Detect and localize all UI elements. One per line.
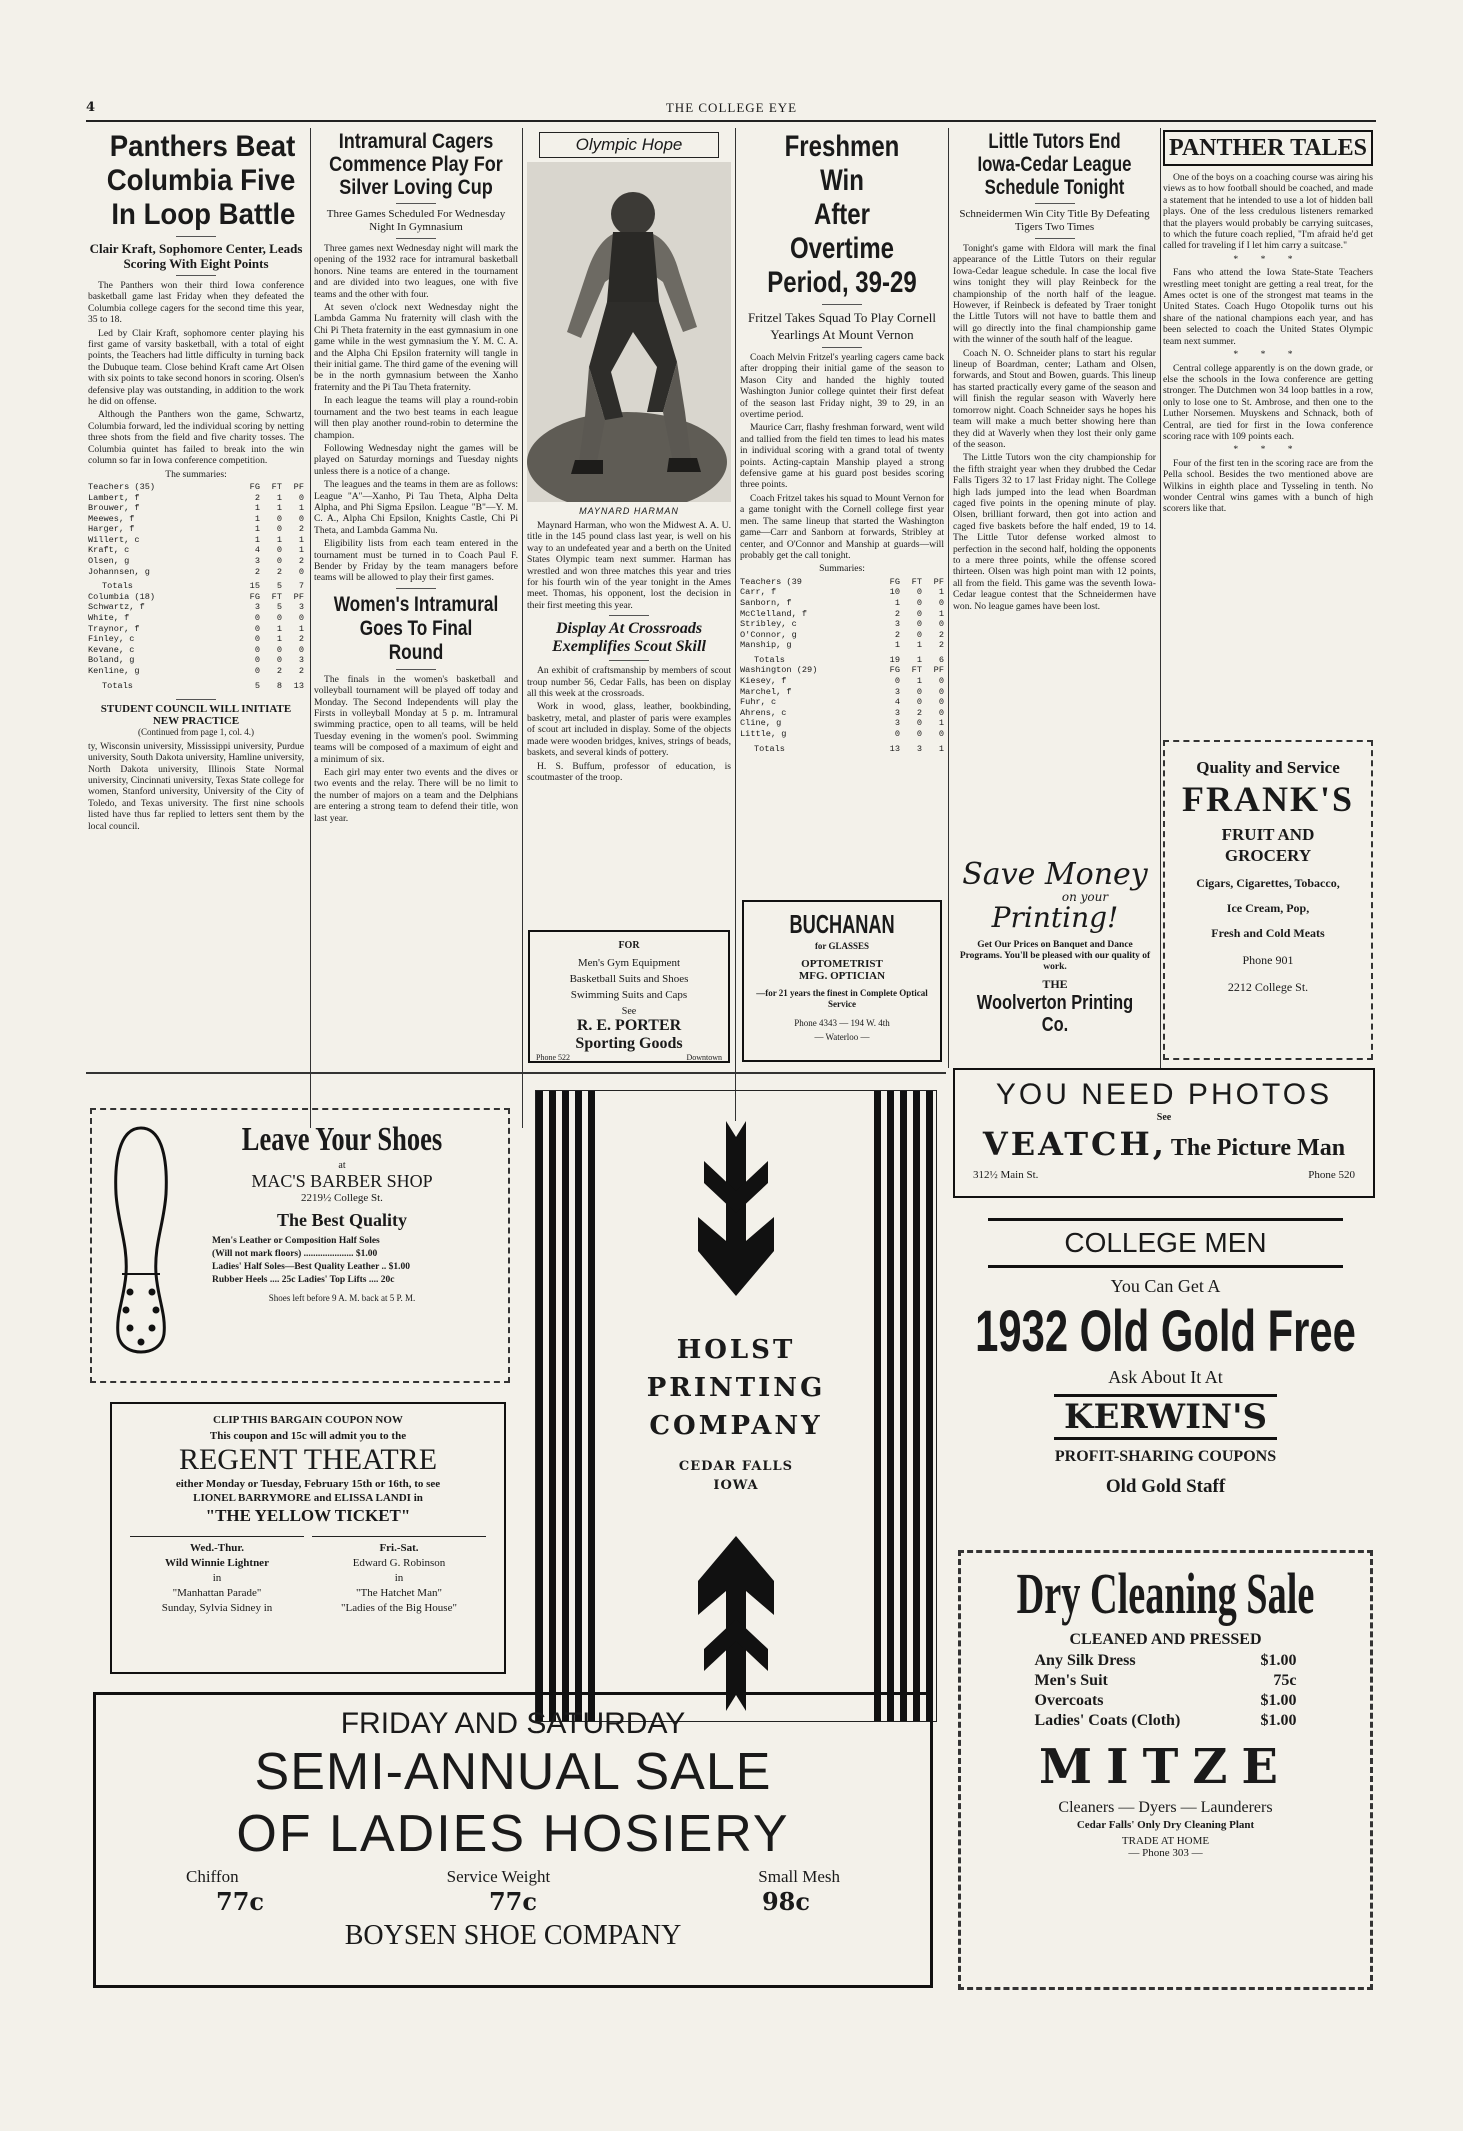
ad-phone: Phone 4343 — 194 W. 4th: [794, 1018, 890, 1028]
ad-mitze-dry-cleaning: [958, 1550, 1373, 1990]
ad-text: CLIP THIS BARGAIN COUPON NOW: [213, 1414, 403, 1426]
ad-address: IOWA: [713, 1478, 759, 1493]
article-paragraph: Following Wednesday night the games will be played on Saturday mornings and Tuesday nights unless there is a notice of a change.: [314, 442, 518, 477]
box-score-total: Totals 15 5 7: [102, 581, 304, 592]
ad-text: Sunday, Sylvia Sidney in: [161, 1602, 273, 1614]
continued-note: (Continued from page 1, col. 4.): [138, 727, 254, 738]
ad-address: 2219½ College St.: [301, 1192, 383, 1204]
ad-business-name: R. E. PORTER: [576, 1017, 682, 1034]
article-paragraph: Three games next Wednesday night will mark the opening of the 1932 race for intramural basketball honors. Nine teams are entered in the tournament and are divided into two leagues, one with five teams and the other with four.: [314, 243, 518, 300]
headline-deck: Clair Kraft, Sophomore Center, Leads Scoring With Eight Points: [89, 241, 303, 271]
article-paragraph: Tonight's game with Eldora will mark the final appearance of the Little Tutors on their regular Iowa-Cedar league schedule. In case the local five wins tonight they will play Reinbeck for the championship of the north half of the league. However, if Reinbeck is defeated by Traer tonight the Little Tutors will not have to battle them and will go directly into the final championship game with the winner of the south half of the league.: [953, 243, 1156, 346]
ad-text: Wed.-Thur.: [189, 1542, 244, 1554]
box-score-row: Finley, c 0 1 2: [88, 634, 304, 645]
price-row: Overcoats $1.00: [1034, 1692, 1297, 1709]
ad-price-line: Ladies' Half Soles—Best Quality Leather .. $1.00: [212, 1262, 411, 1272]
column-title: PANTHER TALES: [1163, 130, 1373, 166]
ad-veatch-photos: [953, 1068, 1375, 1198]
ad-text: Basketball Suits and Shoes: [569, 973, 689, 985]
ad-business-name: HOLST: [676, 1335, 796, 1365]
ad-porter-sporting-goods: [528, 930, 730, 1063]
box-score-row: Little, g 0 0 0: [740, 729, 944, 740]
box-score-row: Kenline, g 0 2 2: [88, 666, 304, 676]
ad-text: TRADE AT HOME: [1121, 1835, 1210, 1847]
ad-text: Chiffon: [186, 1867, 239, 1886]
article-paragraph: Coach Melvin Fritzel's yearling cagers came back after dropping their initial game of the season to Mason City and handed the highly touted Washington Junior college quintet their first defeat of the season last Friday night, 39 to 29, in an overtime period.: [740, 352, 944, 421]
ad-phone: Phone 901: [1242, 953, 1294, 967]
article-paragraph: In each league the teams will play a round-robin tournament and the two best teams in each league will then play another round-robin to determine the champion.: [314, 395, 518, 441]
box-score-teachers: [88, 482, 304, 691]
ad-text: at: [338, 1160, 346, 1171]
ad-text: PROFIT-SHARING COUPONS: [1054, 1448, 1277, 1465]
article-paragraph: Four of the first ten in the scoring race are from the Pella school. Besides the two mentioned above are Wilkins in eighth place and Tysseling in tenth. No wonder Central wins games with a bunch of high scorers like that.: [1163, 457, 1373, 515]
ad-text: CLEANED AND PRESSED: [1069, 1631, 1262, 1648]
ad-text: Old Gold Staff: [1105, 1476, 1226, 1497]
photo-title: Olympic Hope: [539, 132, 719, 158]
box-score-row: Sanborn, f 1 0 0: [740, 597, 944, 608]
headline-line: Little Tutors End: [988, 130, 1121, 153]
article-paragraph: Work in wood, glass, leather, bookbinding, basketry, metal, and plaster of paris were examples of scout art included in display. Some of the objects made were wooden bridges, knives, strings of beads, baskets, and several kinds of pottery.: [527, 701, 731, 759]
box-score-row: Kiesey, f 0 1 0: [740, 676, 944, 687]
decorative-stripes: [536, 1091, 598, 1721]
article-paragraph: Fans who attend the Iowa State-State Teachers wrestling meet tonight are getting a real treat, for the Ames octet is one of the strongest mat teams in the United States. Coach Hugo Otopolik turns out his share of the national champions each year, and has been selected to coach the United States Olympic team next summer.: [1163, 267, 1373, 347]
box-score-row: Olsen, g 3 0 2: [88, 556, 304, 567]
ad-franks-grocery: [1163, 740, 1373, 1060]
separator-stars: * * *: [1233, 444, 1303, 456]
article-intramural-cagers: [314, 130, 518, 826]
ad-woolverton-printing: [955, 857, 1155, 1060]
ad-text: — Waterloo —: [814, 1032, 870, 1042]
separator-stars: * * *: [1233, 253, 1303, 265]
headline-deck: Fritzel Takes Squad To Play Cornell Yearlings At Mount Vernon: [748, 310, 936, 342]
article-paragraph: The leagues and the teams in them are as follows: League "A"—Xanho, Pi Tau Theta, Alpha Delta Alpha, and Phi Sigma Epsilon. League "B"—Y. M. C. A., Alpha Chi Epsilon, Knights Castle, Chi Pi Theta, and Lambda Gamma Nu.: [314, 479, 518, 536]
box-score-row: Stribley, c 3 0 0: [740, 619, 944, 630]
ad-text: Men's Gym Equipment: [577, 957, 681, 969]
box-score-header: Teachers (39 FG FT PF: [740, 576, 944, 587]
box-score-header: Washington (29) FG FT PF: [740, 665, 944, 676]
ad-text: Edward G. Robinson: [352, 1557, 446, 1569]
article-panthers-beat-columbia: [88, 130, 304, 834]
ad-kerwins-old-gold: [958, 1210, 1373, 1540]
ad-phone: Phone 520: [1308, 1169, 1355, 1181]
column-divider: [522, 128, 523, 1128]
ad-text: FOR: [618, 940, 640, 951]
ad-business-name: VEATCH,: [982, 1125, 1167, 1163]
headline-line: In Loop Battle: [111, 198, 296, 231]
ad-business-name: PRINTING: [646, 1373, 826, 1403]
ad-text: Quality and Service: [1196, 758, 1340, 777]
ad-text: Small Mesh: [758, 1867, 840, 1886]
arrow-down-icon: [696, 1121, 776, 1311]
ad-business-name: MAC'S BARBER SHOP: [251, 1171, 433, 1191]
article-paragraph: Central college apparently is on the down grade, or else the schools in the Iowa conference are getting stronger. The Dutchmen won 34 loop battles in a row, only to lose one to St. Ambrose, and then one to the Luther Norsemen. Muyskens and Schnack, both of Central, are tied for first in the Iowa conference scoring race with 109 points each.: [1163, 362, 1373, 442]
ad-buchanan-glasses: [742, 900, 942, 1062]
box-score-header: Columbia (18) FG FT PF: [88, 591, 304, 602]
ad-text: —for 21 years the finest in Complete Optical Service: [756, 988, 928, 1009]
ad-text: Cedar Falls' Only Dry Cleaning Plant: [1076, 1819, 1255, 1831]
ad-text: Shoes left before 9 A. M. back at 5 P. M.: [268, 1293, 416, 1303]
ad-script-text: Printing!: [991, 901, 1119, 934]
article-paragraph: At seven o'clock next Wednesday night the Lambda Gamma Nu fraternity will clash with the Chi Pi Theta fraternity in the east gymnasium in one game while in the west gymnasium the Y. M. C. A. and the Alpha Chi Epsilon fraternity will tangle in their initial game. The third game of the evening will be in the north gymnasium between the Xanho fraternity and the Pi Tau Theta fraternity.: [314, 302, 518, 393]
article-freshmen-win: [740, 130, 944, 754]
ad-text: Fri.-Sat.: [379, 1542, 419, 1554]
ad-text: Ice Cream, Pop,: [1226, 901, 1310, 915]
ad-text: LIONEL BARRYMORE and ELISSA LANDI in: [193, 1492, 423, 1504]
article-paragraph: Maynard Harman, who won the Midwest A. A. U. title in the 145 pound class last year, is well on his way to an undefeated year and a berth on the United States Olympic team next summer. Harman has wrestled and won three matches this year and tries for his fourth win of the year tonight in the Ames meet. Thomas, his opponent, lost the decision in their first meeting this year.: [527, 520, 731, 611]
ad-text: for: [814, 941, 827, 951]
article-paragraph: Each girl may enter two events and the dives or two events and the relay. There will be no limit to the number of majors on a team and the Delphians are entering a strong team to defend their title, won last year.: [314, 767, 518, 824]
ad-business-name: BOYSEN SHOE COMPANY: [344, 1920, 682, 1951]
ad-business-name: KERWIN'S: [1054, 1394, 1277, 1440]
headline-line: Panthers Beat: [109, 130, 296, 163]
box-score-row: Cline, g 3 0 1: [740, 718, 944, 729]
box-score-row: White, f 0 0 0: [88, 613, 304, 624]
ad-text: The Picture Man: [1170, 1135, 1346, 1161]
headline-line: Period, 39-29: [767, 266, 917, 299]
headline-line: Commence Play For: [329, 153, 503, 176]
ad-headline: Leave Your Shoes: [241, 1121, 443, 1158]
box-score-total: Totals 5 8 13: [102, 680, 304, 691]
article-paragraph: Maurice Carr, flashy freshman forward, went wild and tallied from the field ten times to lead his mates in individual scoring with a grand total of twenty points. Acting-captain Manship played a strong defensive game at his guard post besides scoring three points.: [740, 422, 944, 491]
paper-name: THE COLLEGE EYE: [665, 100, 798, 115]
box-score-row: Fuhr, c 4 0 0: [740, 697, 944, 708]
ad-text: OPTOMETRIST: [801, 958, 883, 970]
article-paragraph: Eligibility lists from each team entered in the tournament must be turned in to Coach Paul F. Bender by Friday by the team managers before teams will be allowed to play their first games.: [314, 538, 518, 584]
article-paragraph: The Panthers won their third Iowa conference basketball game last Friday when they defeated the Columbia college cagers for the second time this year, 35 to 18.: [88, 280, 304, 326]
ad-text: You Can Get A: [1110, 1276, 1221, 1296]
ad-text: Service Weight: [446, 1867, 551, 1886]
price-row: Men's Suit 75c: [1034, 1672, 1297, 1689]
ad-text: Swimming Suits and Caps: [570, 989, 688, 1001]
headline-line: Intramural Cagers: [338, 130, 494, 153]
article-paragraph: Although the Panthers won the game, Schwartz, Columbia forward, led the individual scoring by netting three shots from the field and five charity tosses. The Columbia quintet has failed to break into the win column so far in Iowa conference competition.: [88, 409, 304, 467]
page-number: 4: [86, 100, 96, 115]
ad-business-name: REGENT THEATRE: [178, 1443, 438, 1476]
ad-text: Wild Winnie Lightner: [165, 1557, 269, 1569]
ad-text: Downtown: [686, 1053, 722, 1062]
ad-boysen-hosiery-sale: [93, 1692, 933, 1988]
ad-text: Sporting Goods: [575, 1035, 683, 1052]
ad-text: THE: [1042, 977, 1068, 991]
ad-phone: Phone 522: [536, 1053, 570, 1062]
ad-business-name: MITZE: [1039, 1739, 1292, 1795]
ad-price: 77c: [488, 1887, 537, 1916]
ad-business-name: FRANK'S: [1181, 779, 1354, 819]
wrestler-photo: [527, 162, 731, 502]
headline-line: Display At Crossroads: [555, 620, 703, 638]
ad-text: Fresh and Cold Meats: [1211, 926, 1325, 940]
council-headline: STUDENT COUNCIL WILL INITIATE NEW PRACTICE: [100, 703, 292, 727]
ad-headline: COLLEGE MEN: [1064, 1227, 1267, 1258]
ad-text: GLASSES: [828, 941, 870, 951]
ad-address: CEDAR FALLS: [678, 1459, 794, 1474]
box-score-row: Kevane, c 0 0 0: [88, 644, 304, 655]
article-paragraph: The Little Tutors won the city championship for the fifth straight year when they drubbed the Cedar Falls Tigers 32 to 17 last Friday night. The College high lads jumped into the lead when Boardman caged five points in the opening minute of play. Olsen, brilliant forward, then got into action and caged five baskets before the half ended, 19 to 14. The Little Tutor defense worked almost to perfection in the second half, holding the opponents to a mere three points, while the offense scored thirteen. Olsen was high point man with 12 points, all from the field. This game was the seventh Iowa-Cedar league contest that the Schneidermen have won. No league games have been lost.: [953, 452, 1156, 612]
ad-text: "Manhattan Parade": [172, 1587, 262, 1599]
arrow-up-icon: [696, 1521, 776, 1711]
column-divider: [948, 128, 949, 1068]
headline-line: Goes To Final Round: [359, 616, 473, 664]
shoe-sole-icon: [110, 1124, 172, 1354]
headline-line: Schedule Tonight: [984, 176, 1125, 199]
ad-macs-barber-shop: [90, 1108, 510, 1383]
box-score-row: O'Connor, g 2 0 2: [740, 629, 944, 640]
box-score-row: Kraft, c 4 0 1: [88, 545, 304, 556]
box-score-row: Boland, g 0 0 3: [88, 655, 304, 666]
decorative-stripes: [874, 1091, 936, 1721]
ad-text: "THE YELLOW TICKET": [205, 1506, 411, 1525]
headline-line: Exemplifies Scout Skill: [552, 638, 706, 656]
box-score-total: Totals 13 3 1: [754, 743, 944, 754]
ad-text: Get Our Prices on Banquet and Dance Programs. You'll be pleased with our quality of work.: [959, 940, 1151, 972]
column-panther-tales: [1163, 130, 1373, 517]
ad-text: Cigars, Cigarettes, Tobacco,: [1196, 876, 1340, 890]
ad-text: This coupon and 15c will admit you to the: [209, 1430, 407, 1442]
box-score-row: Harger, f 1 0 2: [88, 524, 304, 535]
ad-price: 98c: [761, 1887, 810, 1916]
headline-deck: Three Games Scheduled For Wednesday Night In Gymnasium: [326, 208, 506, 233]
box-score-row: Brouwer, f 1 1 1: [88, 503, 304, 514]
box-score-header: Teachers (35) FG FT PF: [88, 481, 304, 492]
ad-headline: 1932 Old Gold Free: [975, 1299, 1356, 1364]
article-paragraph: The finals in the women's basketball and volleyball tournament will be played off today and Monday. The Second Independents will play the Firsts in volleyball Monday at 5 p. m. Intramural swimming practice, open to all teams, will be held Tuesday evening in the women's pool. Swimming teams will be composed of a maximum of eight and a minimum of six.: [314, 673, 518, 765]
box-score-row: Marchel, f 3 0 0: [740, 686, 944, 697]
price-list: [1034, 1651, 1298, 1731]
ad-text: in: [212, 1572, 222, 1584]
ad-text: in: [394, 1572, 404, 1584]
article-paragraph: One of the boys on a coaching course was airing his views as to how football should be coached, and made a statement that he intended to use a lot of hidden ball plays. One of the less credulous listeners remarked that the players would probably be carrying suitcases, to which the future coach replied, "I'm afraid he'd get called for traveling if I let him carry a suitcase.": [1163, 172, 1373, 252]
ad-headline: SEMI-ANNUAL SALE: [254, 1743, 772, 1801]
article-paragraph: An exhibit of craftsmanship by members of scout troup number 56, Cedar Falls, has been on display all this week at the crossroads.: [527, 665, 731, 700]
box-score-total: Totals 19 1 6: [754, 654, 944, 665]
ad-text: "Ladies of the Big House": [341, 1602, 457, 1614]
column-divider: [310, 128, 311, 1128]
ad-text: either Monday or Tuesday, February 15th or 16th, to see: [175, 1478, 441, 1490]
headline-line: Freshmen Win: [784, 130, 900, 197]
article-olympic-hope: [527, 130, 731, 785]
ad-phone: — Phone 303 —: [1128, 1847, 1203, 1859]
masthead-rule: [86, 120, 1376, 122]
headline-line: Silver Loving Cup: [339, 176, 493, 199]
ad-text: YOU NEED PHOTOS: [995, 1078, 1333, 1111]
box-score-row: Willert, c 1 1 1: [88, 534, 304, 545]
ad-script-text: on your: [1061, 890, 1109, 904]
ad-text: Ask About It At: [1108, 1367, 1223, 1387]
ad-headline: Dry Cleaning Sale: [1016, 1561, 1315, 1626]
article-paragraph: Coach N. O. Schneider plans to start his regular lineup of Boardman, center; Latham and Olsen, forwards, and Stout and Bowen, guards. This lineup has started practically every game of the season and will finish the regular season with Waverly here tomorrow night. Coach Schneider says he hopes his team will make a much better showing here than they did at Waverly when they lost their only game of the season.: [953, 347, 1156, 450]
separator-stars: * * *: [1233, 349, 1303, 361]
ad-text: MFG. OPTICIAN: [798, 970, 886, 982]
article-paragraph: H. S. Buffum, professor of education, is scoutmaster of the troop.: [527, 760, 731, 783]
ad-price-line: (Will not mark floors) ..................... $1.00: [212, 1249, 378, 1259]
ad-price-line: Rubber Heels .... 25c Ladies' Top Lifts .... 20c: [212, 1275, 395, 1285]
box-score-row: Lambert, f 2 1 0: [88, 492, 304, 503]
ad-text: The Best Quality: [276, 1210, 407, 1230]
box-score-row: Johannsen, g 2 2 0: [88, 566, 304, 577]
ad-text: FRUIT AND GROCERY: [1221, 825, 1315, 865]
headline-line: Columbia Five: [106, 164, 296, 197]
headline-line: After Overtime: [789, 198, 895, 265]
ad-business-name: Woolverton Printing Co.: [976, 992, 1134, 1036]
ad-price-line: Men's Leather or Composition Half Soles: [212, 1236, 380, 1246]
photo-caption: MAYNARD HARMAN: [579, 506, 679, 516]
ad-regent-theatre-coupon: [110, 1402, 506, 1674]
headline-line: Iowa-Cedar League: [977, 153, 1132, 176]
ad-text: See: [1156, 1112, 1172, 1123]
box-score-teachers: [740, 577, 944, 755]
ad-holst-printing: [535, 1090, 937, 1722]
ad-script-text: Save Money: [962, 857, 1148, 892]
ad-headline: FRIDAY AND SATURDAY: [340, 1707, 686, 1740]
column-divider: [735, 128, 736, 1128]
ad-business-name: BUCHANAN: [789, 909, 895, 939]
box-score-row: Traynor, f 0 1 1: [88, 623, 304, 634]
ad-headline: OF LADIES HOSIERY: [236, 1805, 790, 1863]
column-divider: [1160, 128, 1161, 1068]
article-paragraph: ty, Wisconsin university, Mississippi university, Purdue university, South Dakota university, Hamline university, North Dakota university, Illinois State Normal university, Cincinnati university, Texas State college for women, Stanford university, University of the City of Toledo, and Texas university. The first nine schools listed have thus far replied to letters sent them by the local council.: [88, 740, 304, 832]
summaries-label: The summaries:: [165, 468, 227, 480]
box-score-row: Schwartz, f 3 5 3: [88, 602, 304, 613]
box-score-row: Ahrens, c 3 2 0: [740, 707, 944, 718]
ad-text: See: [621, 1006, 637, 1017]
price-row: Ladies' Coats (Cloth) $1.00: [1034, 1712, 1297, 1729]
box-score-row: Meewes, f 1 0 0: [88, 513, 304, 524]
ad-text: Cleaners — Dyers — Launderers: [1058, 1799, 1273, 1816]
article-paragraph: Coach Fritzel takes his squad to Mount Vernon for a game tonight with the Cornell college first year men. The same lineup that started the Washington game—Carr and Sanborn at forwards, Stribley at center, and O'Connor and Manship at guards—will probably get the call tonight.: [740, 492, 944, 561]
ad-address: 312½ Main St.: [973, 1169, 1039, 1181]
article-paragraph: Led by Clair Kraft, sophomore center playing his first game of varsity basketball, with a total of eight points, the Teachers had little difficulty in turning back the Dubuque team. Close behind Kraft came Art Olsen with six points to take second honors in scoring. Olsen's defensive play was outstanding, in addition to the work he did on offense.: [88, 327, 304, 408]
ad-address: 2212 College St.: [1227, 980, 1309, 994]
article-little-tutors: [953, 130, 1156, 614]
price-row: Any Silk Dress $1.00: [1034, 1652, 1297, 1669]
headline-line: Women's Intramural: [333, 592, 499, 616]
box-score-row: Carr, f 10 0 1: [740, 587, 944, 598]
box-score-row: Manship, g 1 1 2: [740, 640, 944, 651]
box-score-row: McClelland, f 2 0 1: [740, 608, 944, 619]
ad-business-name: COMPANY: [649, 1411, 823, 1441]
ad-price: 77c: [216, 1887, 265, 1916]
summaries-label: Summaries:: [819, 563, 865, 575]
ad-text: "The Hatchet Man": [356, 1587, 442, 1599]
headline-deck: Schneidermen Win City Title By Defeating Tigers Two Times: [959, 208, 1150, 233]
